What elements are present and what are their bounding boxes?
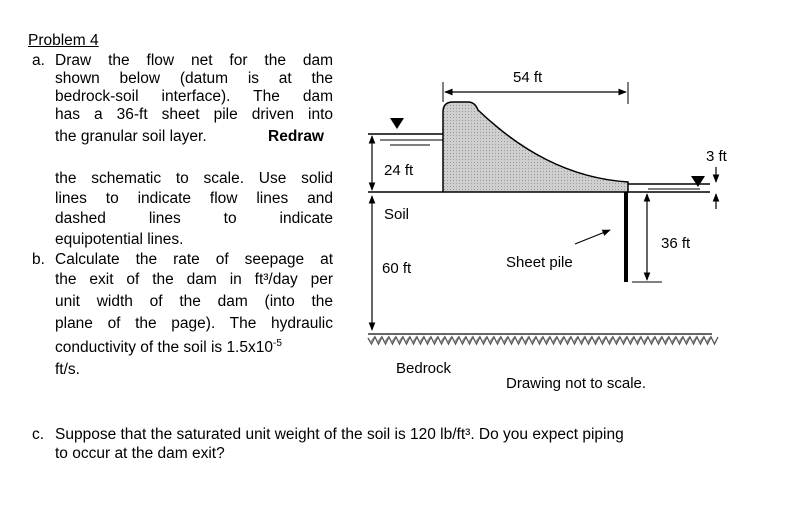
dam-body	[443, 102, 628, 192]
headwater-surface	[368, 134, 443, 145]
headwater-level-icon	[390, 118, 404, 129]
part-a-line-4: has a 36-ft sheet pile driven into	[55, 106, 333, 123]
bedrock-label: Bedrock	[396, 360, 452, 377]
part-a-line-8: dashed lines to indicate	[55, 210, 333, 227]
part-b-line-3: unit width of the dam (into the	[55, 293, 333, 310]
part-b-line-6: ft/s.	[55, 361, 80, 378]
bedrock-texture	[368, 336, 718, 344]
problem-title: Problem 4	[28, 32, 99, 49]
headwater-label: 24 ft	[384, 162, 414, 179]
part-b-line-4: plane of the page). The hydraulic	[55, 315, 333, 332]
soil-thickness-label: 60 ft	[382, 260, 412, 277]
dam-width-label: 54 ft	[513, 69, 543, 86]
part-a-marker: a.	[32, 52, 45, 69]
sheet-pile-label: Sheet pile	[506, 254, 573, 271]
part-a-line-3: bedrock-soil interface). The dam	[55, 88, 333, 105]
part-b-conductivity-exponent: -5	[272, 338, 282, 349]
part-a-line-2: shown below (datum is at the	[55, 70, 333, 87]
sheet-pile-pointer	[575, 230, 610, 244]
part-a-redraw: Redraw	[268, 128, 324, 145]
part-a-line-6: the schematic to scale. Use solid	[55, 170, 333, 187]
part-b-marker: b.	[32, 251, 45, 268]
part-a-line-9: equipotential lines.	[55, 231, 184, 248]
soil-label: Soil	[384, 206, 410, 223]
tailwater-label: 3 ft	[706, 148, 727, 165]
part-a-line-1: Draw the flow net for the dam	[55, 52, 333, 69]
part-b-line-1: Calculate the rate of seepage at	[55, 251, 333, 268]
part-a-line-5: the granular soil layer.	[55, 128, 207, 145]
part-c-line-1: Suppose that the saturated unit weight of the soil is 120 lb/ft³. Do you expect piping	[55, 426, 624, 443]
part-b-conductivity-text: conductivity of the soil is 1.5x10	[55, 339, 273, 356]
part-c-line-2: to occur at the dam exit?	[55, 445, 225, 462]
not-to-scale-note: Drawing not to scale.	[506, 375, 647, 392]
part-c-marker: c.	[32, 426, 45, 443]
part-a-line-7: lines to indicate flow lines and	[55, 190, 333, 207]
sheet-pile	[624, 192, 628, 282]
sheet-pile-length-label: 36 ft	[661, 235, 691, 252]
tailwater-level-icon	[691, 176, 705, 187]
part-b-line-2: the exit of the dam in ft³/day per	[55, 271, 333, 288]
